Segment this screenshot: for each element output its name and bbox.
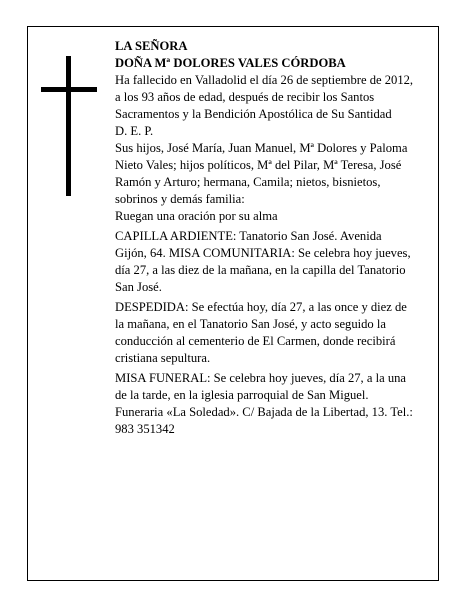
- notice-text-column: [115, 38, 415, 438]
- funeral-mass-info: MISA FUNERAL: Se celebra hoy jueves, día 27, a la una de la tarde, en la iglesia parroquial de San Miguel. Funeraria «La Soledad». C/ Bajada de la Libertad, 13. Tel.: 983 351342: [115, 371, 413, 436]
- notice-heading: LA SEÑORA: [115, 39, 188, 53]
- prayer-request: Ruegan una oración por su alma: [115, 209, 278, 223]
- death-announcement: Ha fallecido en Valladolid el día 26 de septiembre de 2012, a los 93 años de edad, después de recibir los Santos Sacramentos y la Bendición Apostólica de Su Santidad: [115, 73, 414, 121]
- cross-horizontal-bar: [41, 87, 97, 92]
- rip-text: D. E. P.: [115, 124, 154, 138]
- family-list: Sus hijos, José María, Juan Manuel, Mª Dolores y Paloma Nieto Vales; hijos políticos, Mª del Pilar, Mª Teresa, José Ramón y Arturo; hermana, Camila; nietos, bisnietos, sobrinos y demás familia:: [115, 141, 408, 206]
- deceased-name: DOÑA Mª DOLORES VALES CÓRDOBA: [115, 56, 346, 70]
- farewell-info: DESPEDIDA: Se efectúa hoy, día 27, a las once y diez de la mañana, en el Tanatorio San José, y acto seguido la conducción al cementerio de El Carmen, donde recibirá cristiana sepultura.: [115, 300, 407, 365]
- cross-vertical-bar: [66, 56, 71, 196]
- chapel-info: CAPILLA ARDIENTE: Tanatorio San José. Avenida Gijón, 64. MISA COMUNITARIA: Se celebra hoy jueves, día 27, a las diez de la mañana, en la capilla del Tanatorio San José.: [115, 229, 411, 294]
- cross-icon: [41, 56, 97, 196]
